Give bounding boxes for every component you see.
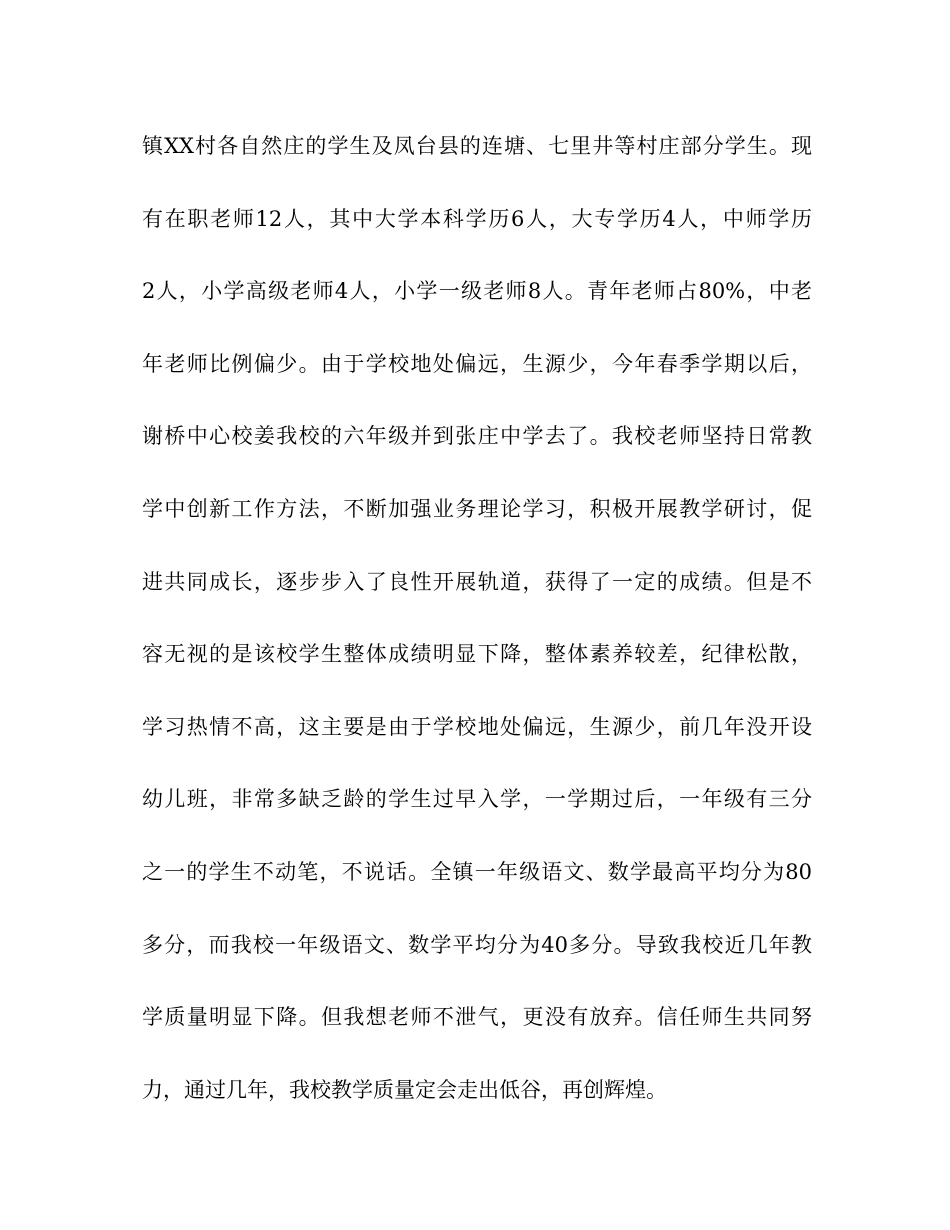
text-line: 多分，而我校一年级语文、数学平均分为40多分。导致我校近几年教 <box>142 932 812 957</box>
text-line: 之一的学生不动笔，不说话。全镇一年级语文、数学最高平均分为80 <box>142 859 812 884</box>
text-line: 进共同成长，逐步步入了良性开展轨道，获得了一定的成绩。但是不 <box>142 569 812 594</box>
text-line: 年老师比例偏少。由于学校地处偏远，生源少，今年春季学期以后， <box>142 351 812 376</box>
text-line: 学中创新工作方法，不断加强业务理论学习，积极开展教学研讨，促 <box>142 496 812 521</box>
text-line: 镇XX村各自然庄的学生及凤台县的连塘、七里井等村庄部分学生。现 <box>142 134 812 158</box>
text-line: 幼儿班，非常多缺乏龄的学生过早入学，一学期过后，一年级有三分 <box>142 787 812 812</box>
text-line: 2人，小学高级老师4人，小学一级老师8人。青年老师占80%，中老 <box>142 279 812 304</box>
text-line: 有在职老师12人，其中大学本科学历6人，大专学历4人，中师学历 <box>142 206 812 231</box>
text-line: 学质量明显下降。但我想老师不泄气，更没有放弃。信任师生共同努 <box>142 1005 812 1030</box>
text-line: 谢桥中心校姜我校的六年级并到张庄中学去了。我校老师坚持日常教 <box>142 424 812 449</box>
text-line: 容无视的是该校学生整体成绩明显下降，整体素养较差，纪律松散， <box>142 642 812 667</box>
body-paragraph <box>142 126 812 1142</box>
text-line: 力，通过几年，我校教学质量定会走出低谷，再创辉煌。 <box>142 1077 667 1102</box>
text-line: 学习热情不高，这主要是由于学校地处偏远，生源少，前几年没开设 <box>142 714 812 739</box>
